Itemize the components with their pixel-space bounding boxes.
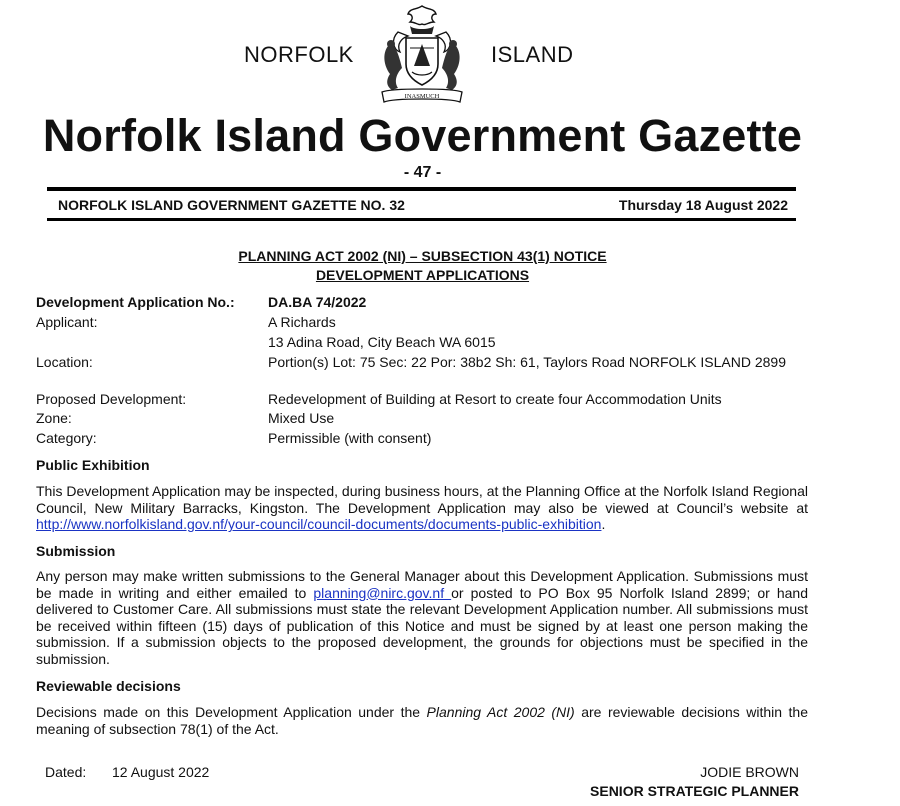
bottom-rule [47,218,796,221]
category-value: Permissible (with consent) [268,430,432,446]
reviewable-decisions-paragraph [36,704,808,737]
council-documents-link[interactable]: http://www.norfolkisland.gov.nf/your-council/council-documents/documents-public-exhibition [36,516,602,533]
proposed-development-label: Proposed Development: [36,391,187,407]
gazette-issue: NORFOLK ISLAND GOVERNMENT GAZETTE NO. 32 [58,197,405,213]
reviewable-text-end: are reviewable decisions within the meaning of subsection 78(1) of the Act. [36,704,808,737]
notice-heading-line1: PLANNING ACT 2002 (NI) – SUBSECTION 43(1) NOTICE [238,248,607,264]
zone-value: Mixed Use [268,410,335,426]
submission-paragraph [36,568,808,668]
signatory-name: JODIE BROWN [700,764,799,780]
signatory-title: SENIOR STRATEGIC PLANNER [590,783,799,799]
gazette-date: Thursday 18 August 2022 [618,197,788,213]
gazette-title: Norfolk Island Government Gazette [42,110,803,161]
applicant-address: 13 Adina Road, City Beach WA 6015 [268,334,496,350]
planning-email-link[interactable]: planning@nirc.gov.nf [313,584,452,601]
submission-heading: Submission [36,543,116,559]
proposed-development-value: Redevelopment of Building at Resort to create four Accommodation Units [268,391,722,407]
masthead-left-word: NORFOLK [244,42,354,67]
submission-text: Any person may make written submissions to the General Manager about this Development Application. Submissions must be made in writing and either emailed to [36,568,808,601]
act-name: Planning Act 2002 (NI) [426,704,575,720]
public-exhibition-text-end: . [601,516,606,533]
notice-heading-line2: DEVELOPMENT APPLICATIONS [315,267,530,283]
reviewable-text: Decisions made on this Development Application under the [36,704,427,720]
zone-label: Zone: [36,410,72,426]
crest-motto: INASMUCH [404,93,440,100]
coat-of-arms-crest [372,2,472,106]
top-rule [47,187,796,191]
reviewable-decisions-heading: Reviewable decisions [36,678,181,694]
applicant-name: A Richards [268,314,336,330]
applicant-label: Applicant: [36,314,98,330]
public-exhibition-text: This Development Application may be inspected, during business hours, at the Planning Office at the Norfolk Island Regional Council, New Military Barracks, Kingston. The Development Application may also be viewed at Council’s website at [36,483,808,516]
dated-label: Dated: [45,764,87,780]
page-number: - 47 - [403,164,442,181]
submission-text-end: or posted to PO Box 95 Norfolk Island 2899; or hand delivered to Customer Care. All submissions must state the relevant Development Application number. All submissions must be received within fifteen (15) days of publication of this Notice and must be signed by at least one person making the submission. If a submission objects to the proposed development, the grounds for objections must be specified in the submission. [36,584,808,667]
category-label: Category: [36,430,97,446]
public-exhibition-paragraph [36,483,808,533]
masthead-right-word: ISLAND [491,42,574,67]
location-label: Location: [36,354,93,370]
da-number-value: DA.BA 74/2022 [268,294,367,310]
public-exhibition-heading: Public Exhibition [36,457,150,473]
location-value: Portion(s) Lot: 75 Sec: 22 Por: 38b2 Sh: 61, Taylors Road NORFOLK ISLAND 2899 [268,354,787,370]
da-number-label: Development Application No.: [36,294,235,310]
dated-value: 12 August 2022 [112,764,210,780]
